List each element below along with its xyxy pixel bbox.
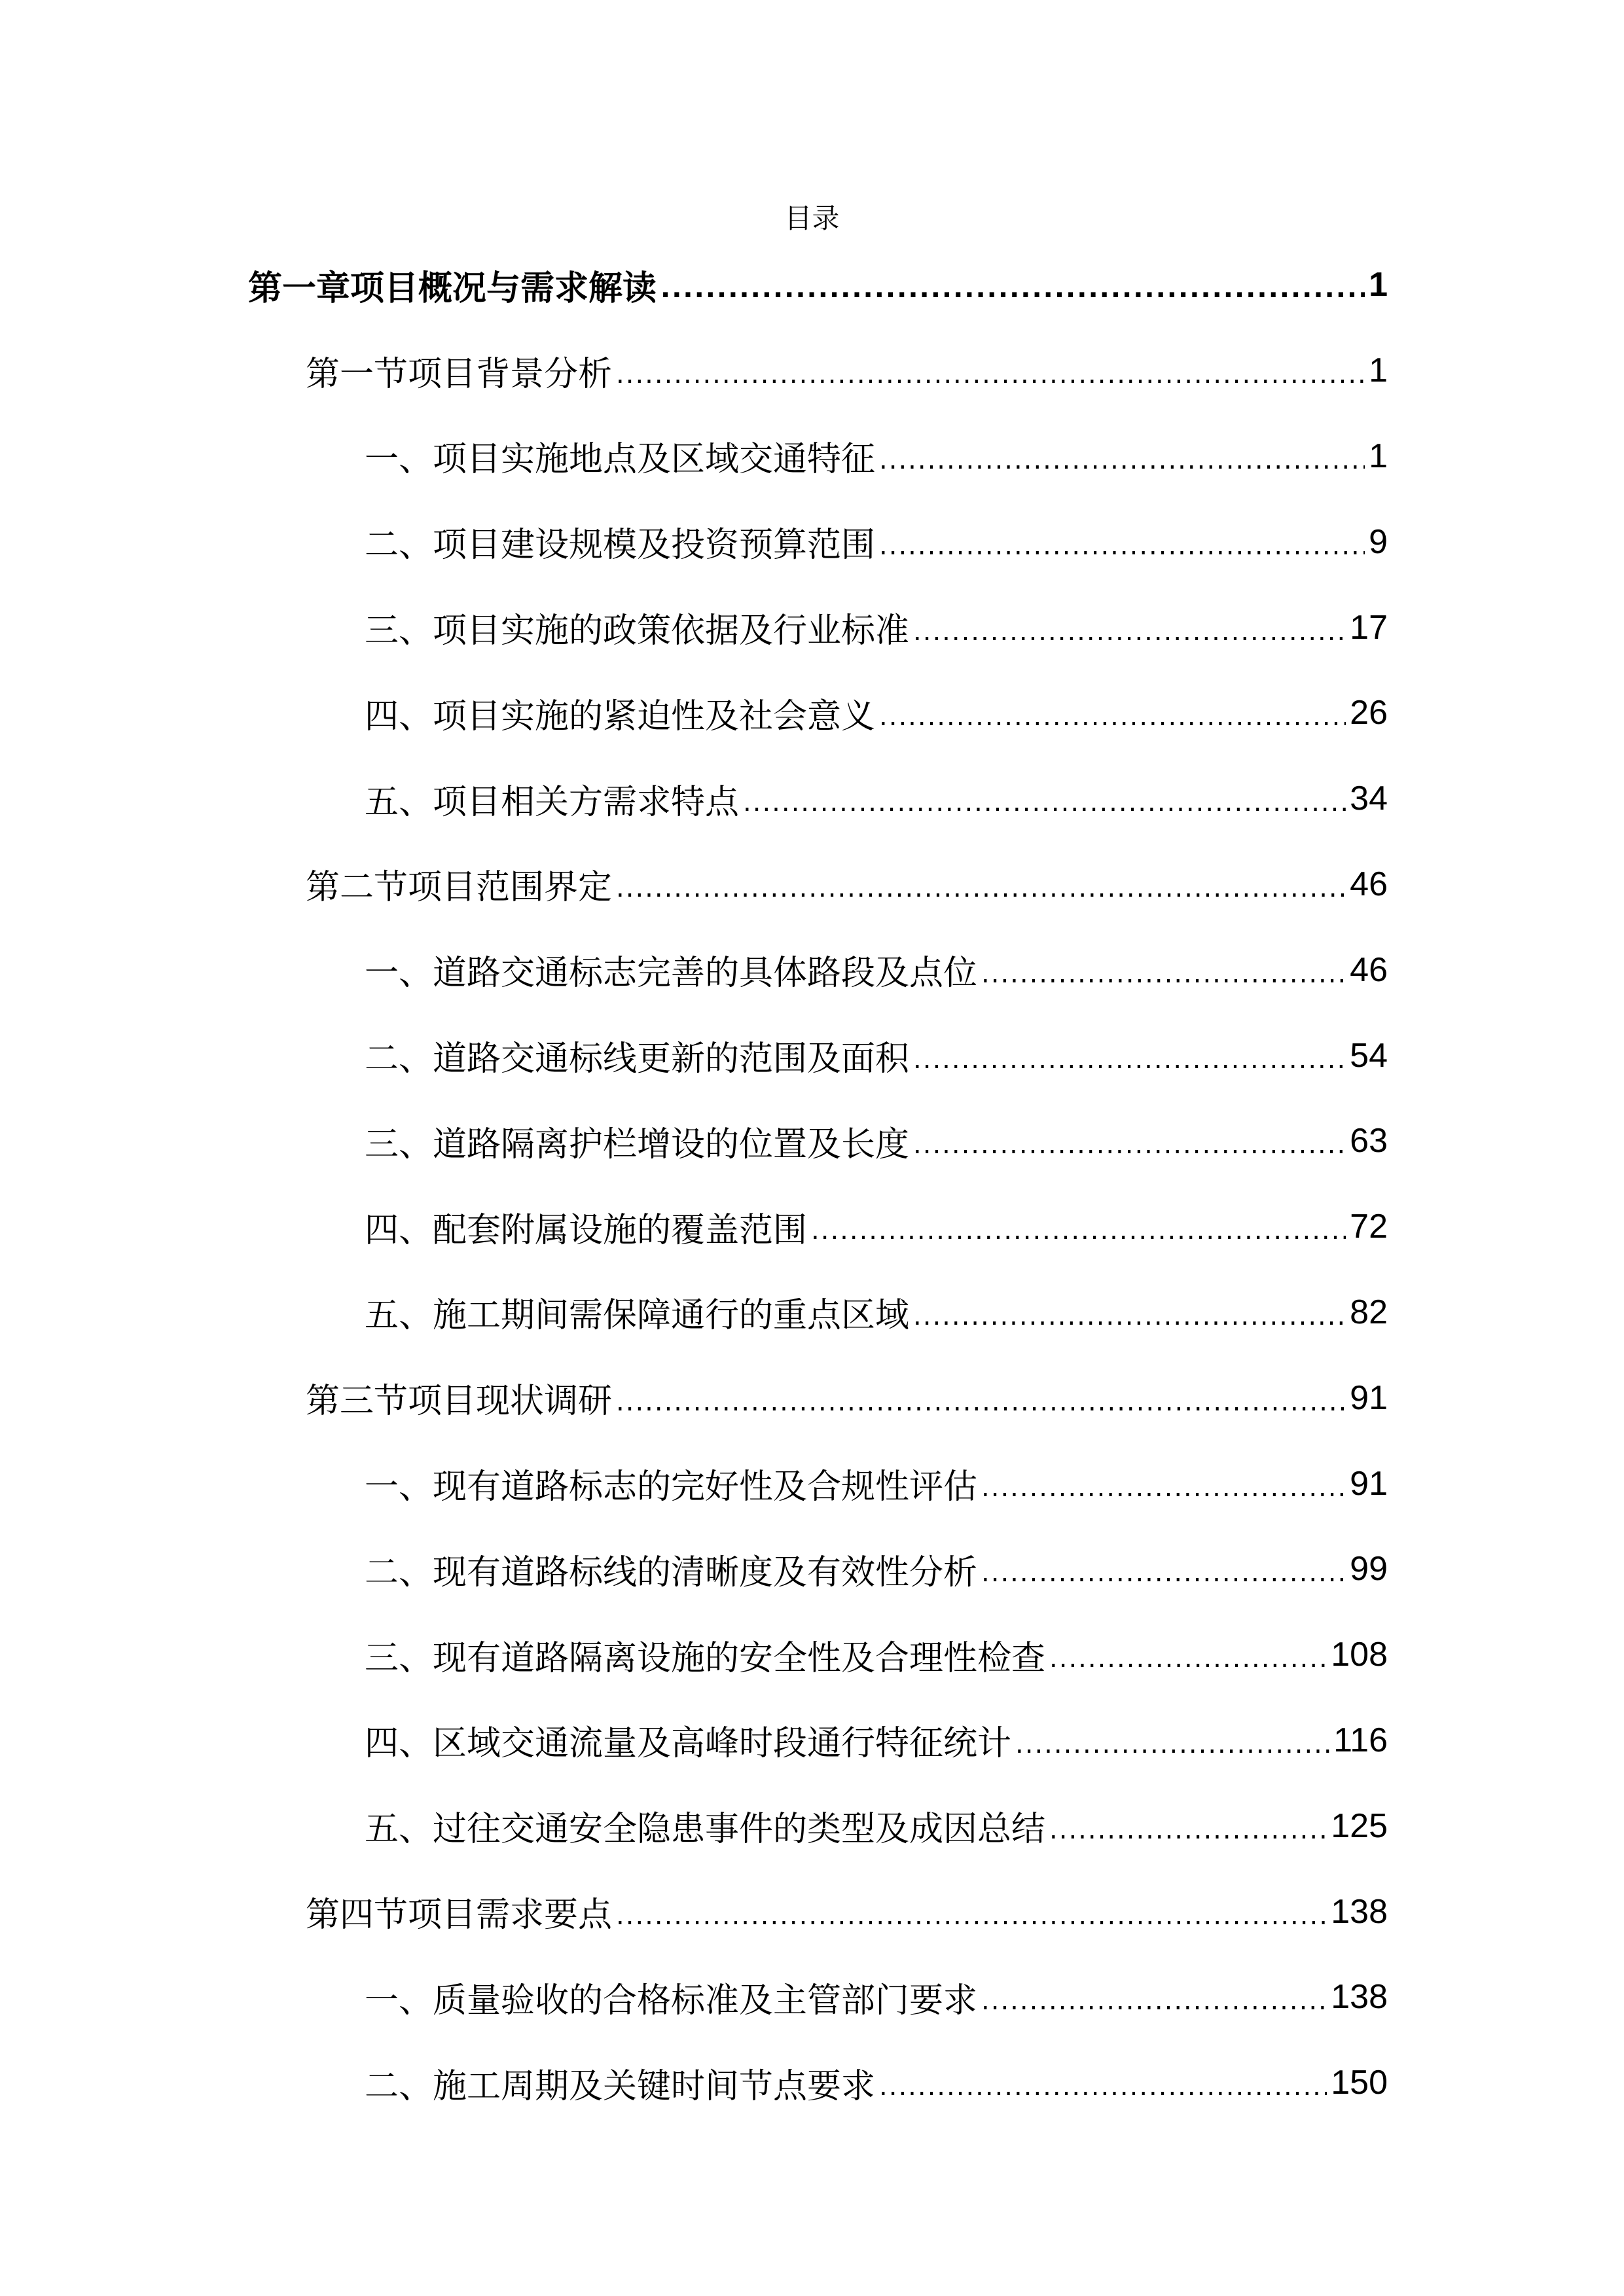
toc-dot-leader: [913, 1293, 1346, 1332]
toc-dot-leader: [981, 1977, 1327, 2017]
toc-page-number: 46: [1350, 950, 1388, 989]
toc-page-number: 54: [1350, 1036, 1388, 1075]
toc-page-number: 108: [1331, 1636, 1388, 1674]
toc-entry-label: 一、质量验收的合格标准及主管部门要求: [365, 1981, 978, 2020]
toc-dot-leader: [1015, 1721, 1329, 1760]
toc-dot-leader: [616, 1378, 1346, 1418]
toc-section-entry[interactable]: [248, 1869, 1388, 1954]
toc-entry-label: 四、项目实施的紧迫性及社会意义: [365, 696, 876, 736]
toc-page-number: 1: [1369, 266, 1388, 304]
toc-entry-label: 第二节项目范围界定: [306, 868, 613, 908]
toc-section-entry[interactable]: [248, 842, 1388, 927]
toc-page-number: 9: [1369, 522, 1388, 561]
toc-entry-label: 二、施工周期及关键时间节点要求: [365, 2066, 876, 2106]
toc-dot-leader: [913, 1036, 1346, 1075]
toc-subsection-entry[interactable]: [248, 499, 1388, 584]
toc-entry-label: 一、道路交通标志完善的具体路段及点位: [365, 954, 978, 994]
toc-dot-leader: [811, 1207, 1346, 1246]
toc-entry-label: 二、项目建设规模及投资预算范围: [365, 526, 876, 565]
toc-entry-label: 一、现有道路标志的完好性及合规性评估: [365, 1467, 978, 1507]
toc-page-number: 99: [1350, 1550, 1388, 1588]
toc-dot-leader: [616, 351, 1365, 390]
toc-entry-label: 第一节项目背景分析: [306, 354, 613, 394]
toc-page-number: 26: [1350, 694, 1388, 732]
toc-subsection-entry[interactable]: [248, 927, 1388, 1013]
toc-dot-leader: [1049, 1635, 1327, 1674]
toc-page-number: 17: [1350, 608, 1388, 647]
toc-subsection-entry[interactable]: [248, 1526, 1388, 1612]
toc-entry-label: 三、现有道路隔离设施的安全性及合理性检查: [365, 1638, 1046, 1678]
toc-entry-label: 一、项目实施地点及区域交通特征: [365, 440, 876, 480]
toc-subsection-entry[interactable]: [248, 1783, 1388, 1869]
toc-page-number: 34: [1350, 780, 1388, 818]
toc-section-entry[interactable]: [248, 1355, 1388, 1441]
toc-dot-leader: [981, 1549, 1346, 1588]
toc-entry-label: 三、项目实施的政策依据及行业标准: [365, 611, 910, 651]
toc-entry-label: 五、过往交通安全隐患事件的类型及成因总结: [365, 1810, 1046, 1850]
toc-dot-leader: [879, 522, 1365, 562]
toc-subsection-entry[interactable]: [248, 1184, 1388, 1270]
toc-entry-label: 第一章项目概况与需求解读: [248, 268, 657, 308]
toc-dot-leader: [1049, 1806, 1327, 1846]
toc-page-number: 91: [1350, 1464, 1388, 1503]
toc-page-number: 1: [1369, 351, 1388, 390]
toc-dot-leader: [660, 265, 1365, 304]
toc-subsection-entry[interactable]: [248, 414, 1388, 499]
toc-dot-leader: [981, 950, 1346, 990]
toc-dot-leader: [879, 693, 1346, 732]
toc-entry-label: 五、项目相关方需求特点: [365, 782, 740, 822]
toc-entry-label: 三、道路隔离护栏增设的位置及长度: [365, 1124, 910, 1164]
toc-page-number: 91: [1350, 1378, 1388, 1417]
toc-dot-leader: [616, 1892, 1327, 1931]
toc-entry-label: 五、施工期间需保障通行的重点区域: [365, 1296, 910, 1336]
toc-page-number: 116: [1333, 1721, 1388, 1759]
toc-subsection-entry[interactable]: [248, 670, 1388, 756]
toc-entry-label: 第四节项目需求要点: [306, 1895, 613, 1935]
toc-dot-leader: [616, 865, 1346, 904]
toc-subsection-entry[interactable]: [248, 1013, 1388, 1098]
toc-page-number: 82: [1350, 1293, 1388, 1331]
toc-subsection-entry[interactable]: [248, 1270, 1388, 1355]
toc-page-number: 1: [1369, 437, 1388, 475]
toc-dot-leader: [743, 779, 1346, 818]
toc-subsection-entry[interactable]: [248, 756, 1388, 842]
toc-page-number: 150: [1331, 2064, 1388, 2102]
toc-entry-label: 二、道路交通标线更新的范围及面积: [365, 1039, 910, 1079]
toc-subsection-entry[interactable]: [248, 1612, 1388, 1698]
toc-chapter-entry[interactable]: [248, 242, 1388, 328]
toc-subsection-entry[interactable]: [248, 2040, 1388, 2126]
toc-entry-label: 四、配套附属设施的覆盖范围: [365, 1210, 808, 1250]
toc-dot-leader: [981, 1464, 1346, 1503]
toc-dot-leader: [879, 2063, 1327, 2102]
toc-page-number: 138: [1331, 1978, 1388, 2017]
toc-subsection-entry[interactable]: [248, 1698, 1388, 1784]
toc-section-entry[interactable]: [248, 328, 1388, 414]
toc-subsection-entry[interactable]: [248, 1098, 1388, 1184]
toc-dot-leader: [913, 608, 1346, 647]
toc-page-number: 72: [1350, 1208, 1388, 1246]
toc-entry-label: 二、现有道路标线的清晰度及有效性分析: [365, 1552, 978, 1592]
toc-dot-leader: [879, 437, 1365, 476]
toc-dot-leader: [913, 1121, 1346, 1160]
toc-page-number: 138: [1331, 1892, 1388, 1931]
table-of-contents: [248, 242, 1388, 2126]
toc-page-number: 46: [1350, 865, 1388, 903]
toc-entry-label: 四、区域交通流量及高峰时段通行特征统计: [365, 1724, 1012, 1764]
toc-page-number: 63: [1350, 1122, 1388, 1160]
toc-subsection-entry[interactable]: [248, 1954, 1388, 2040]
toc-title: 目录: [784, 202, 840, 234]
toc-page-number: 125: [1331, 1806, 1388, 1845]
toc-entry-label: 第三节项目现状调研: [306, 1382, 613, 1422]
toc-subsection-entry[interactable]: [248, 584, 1388, 670]
toc-subsection-entry[interactable]: [248, 1441, 1388, 1526]
